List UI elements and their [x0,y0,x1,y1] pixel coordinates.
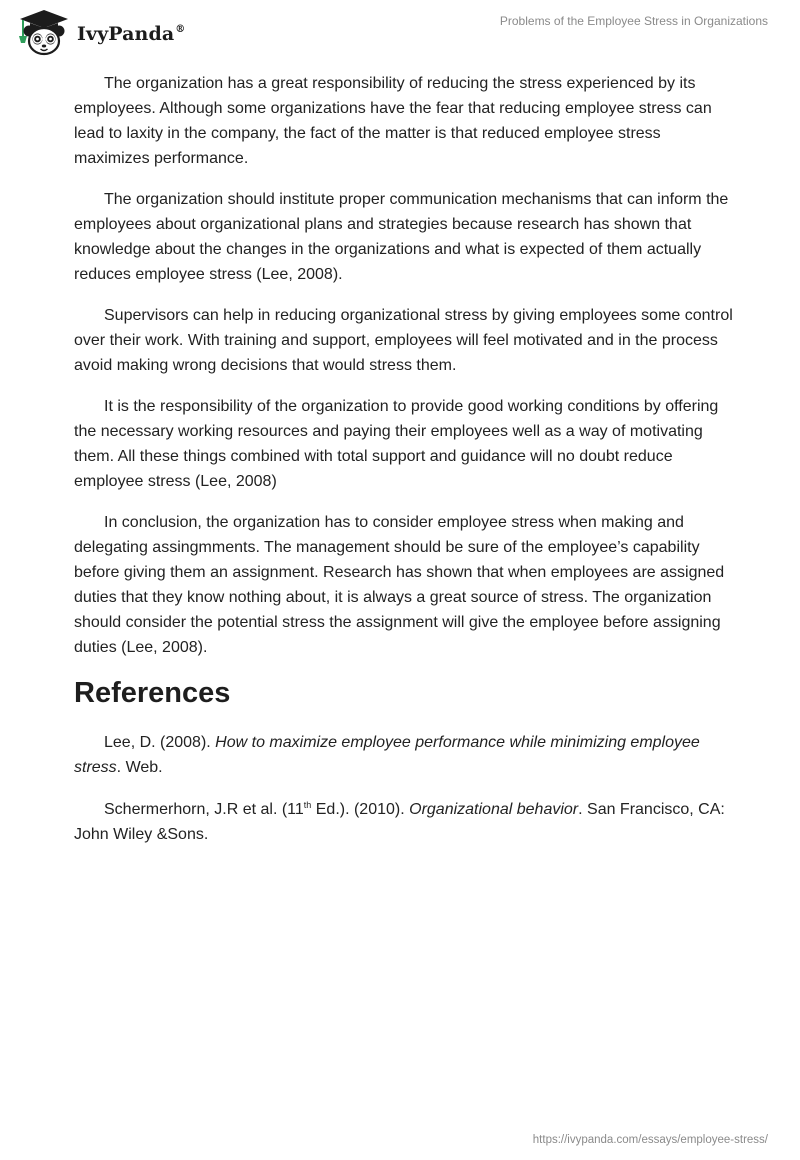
essay-body [74,71,734,864]
brand-logo[interactable] [14,9,185,57]
references-heading: References [74,677,231,709]
paragraph: The organization should institute proper communication mechanisms that can inform the employees about organizational plans and strategies because research has shown that knowledge about the changes in the organizations and what is expected of them actually reduces employee stress (Lee, 2008). [74,191,729,283]
paragraph: The organization has a great responsibility of reducing the stress experienced by its employees. Although some organizations have the fear that reducing employee stress can lead to laxity in the company, the fact of the matter is that reduced employee stress maximizes performance. [74,75,712,167]
paragraph: Supervisors can help in reducing organizational stress by giving employees some control over their work. With training and support, employees will feel motivated and in the process avoid making wrong decisions that would stress them. [74,307,733,374]
page-header [0,0,800,64]
document-title: Problems of the Employee Stress in Organizations [499,14,768,28]
reference-item: Lee, D. (2008). How to maximize employee performance while minimizing employee stress. Web. [74,734,700,776]
panda-graduate-icon [14,9,74,57]
source-url[interactable]: https://ivypanda.com/essays/employee-stress/ [532,1134,768,1146]
reference-item: Schermerhorn, J.R et al. (11th Ed.). (2010). Organizational behavior. San Francisco, CA: John Wiley &Sons. [74,800,725,843]
brand-name: IvyPanda® [77,23,186,45]
paragraph: It is the responsibility of the organization to provide good working conditions by offering the necessary working resources and paying their employees well as a way of motivating them. All these things combined with total support and guidance will no doubt reduce employee stress (Lee, 2008) [74,398,719,490]
paragraph: In conclusion, the organization has to consider employee stress when making and delegating assingmments. The management should be sure of the employee’s capability before giving them an assignment. Research has shown that when employees are assigned duties that they know nothing about, it is always a great source of stress. The organization should consider the potential stress the assignment will give the employee before assigning duties (Lee, 2008). [74,514,725,656]
